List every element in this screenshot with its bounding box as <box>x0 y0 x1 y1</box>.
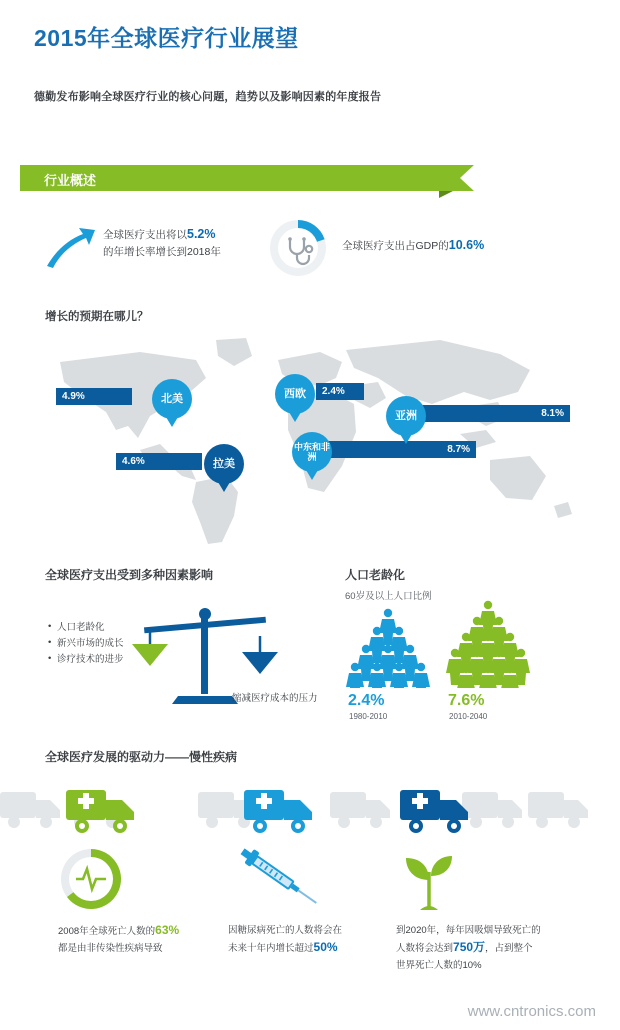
spend-growth-stat <box>45 222 285 278</box>
bar-value-middle-east-africa: 8.7% <box>447 444 470 455</box>
ambulance-strip <box>0 778 620 840</box>
chronic-column-1 <box>58 846 228 957</box>
ribbon-fold-icon <box>439 191 453 198</box>
aging-period-1980: 1980-2010 <box>349 712 388 721</box>
aging-period-2010: 2010-2040 <box>449 712 488 721</box>
aging-title: 人口老龄化 <box>345 568 406 582</box>
chronic-1-line2: 都是由非传染性疾病导致 <box>58 943 163 954</box>
gdp-share-text <box>342 238 562 253</box>
spend-growth-text <box>103 226 288 261</box>
heartbeat-circle-icon <box>58 846 228 916</box>
chronic-column-3 <box>396 846 576 974</box>
chronic-3-post: ，占到整个 <box>485 943 533 954</box>
chronic-3-pre: 人数将会达到 <box>396 943 454 954</box>
chronic-2-line1: 因糖尿病死亡的人数将会在 <box>228 925 343 936</box>
chronic-2-pre: 未来十年内增长超过 <box>228 943 314 954</box>
pin-tail-icon <box>400 434 412 444</box>
up-arrow-icon <box>45 226 97 270</box>
aging-subtitle: 60岁及以上人口比例 <box>345 591 432 602</box>
chronic-2-value: 50% <box>313 940 338 954</box>
list-item: • 诊疗技术的进步 <box>48 652 168 668</box>
ribbon-tail-icon <box>460 165 474 191</box>
pin-western-europe <box>275 374 315 414</box>
spend-growth-pre: 全球医疗支出将以 <box>103 229 187 241</box>
chronic-column-2 <box>228 846 398 957</box>
factors-title: 全球医疗支出受到多种因素影响 <box>45 568 214 582</box>
gdp-share-value: 10.6% <box>448 238 485 252</box>
chronic-text-2 <box>228 922 398 957</box>
stethoscope-donut-icon <box>268 218 328 278</box>
pin-label-north-america: 北美 <box>161 393 183 405</box>
gdp-share-stat <box>268 218 568 280</box>
pin-tail-icon <box>306 470 318 480</box>
pin-tail-icon <box>166 417 178 427</box>
page-title: 2015年全球医疗行业展望 <box>34 25 299 51</box>
bar-north-america <box>56 388 132 405</box>
chronic-1-pre: 2008年全球死亡人数的 <box>58 926 156 937</box>
bar-value-north-america: 4.9% <box>62 391 85 402</box>
chronic-1-value: 63% <box>155 923 180 937</box>
chronic-3-line3: 世界死亡人数的10% <box>396 960 482 971</box>
chronic-text-1 <box>58 922 228 957</box>
chronic-text-3 <box>396 922 576 974</box>
chronic-3-value: 750万 <box>453 940 486 954</box>
pin-tail-icon <box>289 412 301 422</box>
bar-value-asia: 8.1% <box>541 408 564 419</box>
spend-growth-line2: 的年增长率增长到2018年 <box>103 246 221 258</box>
bar-western-europe <box>316 383 364 400</box>
people-pyramid-green-icon <box>440 600 536 688</box>
aging-value-2010: 7.6% <box>448 692 485 709</box>
section-ribbon <box>20 165 490 195</box>
people-pyramid-blue-icon <box>345 608 431 688</box>
chronic-title: 全球医疗发展的驱动力——慢性疾病 <box>45 750 238 764</box>
watermark: www.cntronics.com <box>467 1003 596 1020</box>
sprout-icon <box>396 846 576 916</box>
spend-growth-value: 5.2% <box>187 227 216 241</box>
bar-latin-america <box>116 453 202 470</box>
pin-label-latin-america: 拉美 <box>213 458 235 470</box>
syringe-icon <box>228 846 398 916</box>
bar-asia <box>420 405 570 422</box>
section-label: 行业概述 <box>44 173 97 188</box>
map-question: 增长的预期在哪儿？ <box>45 311 149 323</box>
list-item: • 人口老龄化 <box>48 620 168 636</box>
pin-tail-icon <box>218 482 230 492</box>
aging-value-1980: 2.4% <box>348 692 385 709</box>
pin-middle-east-africa <box>292 432 332 472</box>
bar-value-western-europe: 2.4% <box>322 386 345 397</box>
bar-value-latin-america: 4.6% <box>122 456 145 467</box>
page-subtitle: 德勤发布影响全球医疗行业的核心问题，趋势以及影响因素的年度报告 <box>34 91 382 103</box>
factors-note: 缩减医疗成本的压力 <box>232 693 318 704</box>
pin-latin-america <box>204 444 244 484</box>
pin-north-america <box>152 379 192 419</box>
list-item: • 新兴市场的成长 <box>48 636 168 652</box>
gdp-share-pre: 全球医疗支出占GDP的 <box>342 240 449 252</box>
pin-label-asia: 亚洲 <box>395 410 417 422</box>
world-map <box>20 330 600 550</box>
pin-label-middle-east-africa: 中东和非洲 <box>294 442 331 462</box>
chronic-3-line1: 到2020年，每年因吸烟导致死亡的 <box>396 925 541 936</box>
pin-asia <box>386 396 426 436</box>
pin-label-western-europe: 西欧 <box>284 388 306 400</box>
